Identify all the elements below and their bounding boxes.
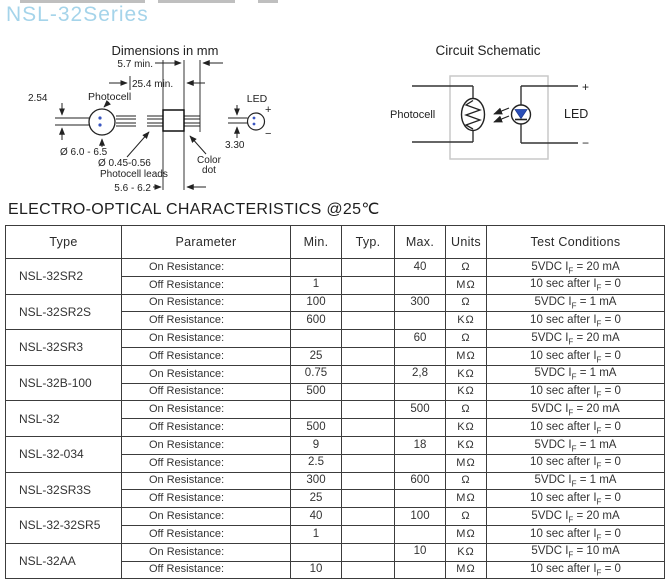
test-condition-text: 5VDC I: [531, 545, 569, 558]
lead-diameter-label: Ø 0.45-0.56: [98, 158, 151, 169]
units-cell: MΩ: [446, 276, 487, 294]
test-condition-text: = 0: [601, 563, 621, 576]
photocell-leads-label: Photocell leads: [100, 169, 168, 180]
photocell-label: Photocell: [88, 91, 132, 103]
max-cell: 600: [395, 472, 446, 490]
parameter-cell: Off Resistance:: [122, 276, 291, 294]
units-cell: KΩ: [446, 383, 487, 401]
parameter-cell: On Resistance:: [122, 294, 291, 312]
parameter-cell: On Resistance:: [122, 508, 291, 526]
test-condition-subscript: F: [568, 408, 574, 418]
parameter-cell: Off Resistance:: [122, 525, 291, 543]
test-condition-subscript: F: [568, 265, 574, 275]
units-cell: KΩ: [446, 419, 487, 437]
max-cell: 500: [395, 401, 446, 419]
test-condition-subscript: F: [596, 461, 602, 471]
typ-cell: [342, 401, 395, 419]
table-row: [6, 543, 665, 561]
test-condition-subscript: F: [596, 532, 602, 542]
parameter-cell: On Resistance:: [122, 259, 291, 277]
led-leads: [228, 118, 248, 123]
typ-cell: [342, 454, 395, 472]
test-conditions-cell: [487, 259, 665, 277]
typ-cell: [342, 365, 395, 383]
test-condition-text: = 20 mA: [573, 509, 620, 522]
typ-cell: [342, 259, 395, 277]
parameter-cell: Off Resistance:: [122, 419, 291, 437]
led-minus-sign: −: [265, 128, 272, 140]
parameter-cell: On Resistance:: [122, 472, 291, 490]
max-cell: [395, 525, 446, 543]
typ-cell: [342, 525, 395, 543]
min-cell: [291, 543, 342, 561]
parameter-cell: Off Resistance:: [122, 347, 291, 365]
test-condition-text: = 0: [601, 420, 621, 433]
dimensions-title: Dimensions in mm: [111, 43, 219, 58]
parameter-cell: On Resistance:: [122, 436, 291, 454]
min-cell: 1: [291, 525, 342, 543]
test-conditions-cell: [487, 312, 665, 330]
units-cell: MΩ: [446, 561, 487, 579]
test-condition-subscript: F: [596, 354, 602, 364]
table-row: [6, 259, 665, 277]
test-condition-text: 10 sec after I: [530, 563, 597, 576]
test-condition-text: 5VDC I: [534, 296, 572, 309]
package-outline: [163, 110, 184, 131]
test-conditions-cell: [487, 401, 665, 419]
typ-cell: [342, 490, 395, 508]
photocell-body: [89, 109, 115, 135]
max-cell: [395, 347, 446, 365]
min-cell: 9: [291, 436, 342, 454]
test-condition-text: 5VDC I: [534, 474, 572, 487]
max-cell: [395, 383, 446, 401]
parameter-cell: Off Resistance:: [122, 454, 291, 472]
test-conditions-cell: [487, 490, 665, 508]
units-cell: Ω: [446, 259, 487, 277]
test-condition-text: 10 sec after I: [530, 349, 597, 362]
col-header-min: Min.: [291, 226, 342, 259]
units-cell: KΩ: [446, 365, 487, 383]
max-cell: 40: [395, 259, 446, 277]
electro-optical-table: [5, 225, 665, 579]
col-header-test-conditions: Test Conditions: [487, 226, 665, 259]
test-condition-text: = 1 mA: [576, 438, 617, 451]
max-cell: 2,8: [395, 365, 446, 383]
test-condition-text: 5VDC I: [534, 367, 572, 380]
typ-cell: [342, 330, 395, 348]
test-condition-text: = 20 mA: [573, 403, 620, 416]
parameter-cell: On Resistance:: [122, 330, 291, 348]
dim-5-7-label: 5.7 min.: [117, 59, 153, 70]
test-condition-subscript: F: [596, 390, 602, 400]
min-cell: 100: [291, 294, 342, 312]
parameter-cell: On Resistance:: [122, 401, 291, 419]
typ-cell: [342, 472, 395, 490]
col-header-type: Type: [6, 226, 122, 259]
units-cell: KΩ: [446, 436, 487, 454]
test-conditions-cell: [487, 543, 665, 561]
test-condition-text: = 1 mA: [576, 367, 617, 380]
table-row: [6, 508, 665, 526]
typ-cell: [342, 419, 395, 437]
page-title: NSL-32Series: [6, 3, 149, 26]
test-condition-text: 5VDC I: [531, 260, 569, 273]
test-condition-subscript: F: [571, 301, 577, 311]
color-dot-pointer: [190, 136, 206, 154]
test-condition-subscript: F: [571, 443, 577, 453]
col-header-max: Max.: [395, 226, 446, 259]
min-cell: 1: [291, 276, 342, 294]
type-cell: NSL-32SR2S: [6, 294, 122, 330]
units-cell: MΩ: [446, 347, 487, 365]
test-condition-text: = 0: [601, 385, 621, 398]
test-condition-text: 5VDC I: [531, 509, 569, 522]
table-row: [6, 436, 665, 454]
scan-artifact: [258, 0, 278, 3]
min-cell: 600: [291, 312, 342, 330]
test-condition-subscript: F: [568, 515, 574, 525]
test-condition-text: = 0: [601, 314, 621, 327]
min-cell: 25: [291, 490, 342, 508]
test-conditions-cell: [487, 383, 665, 401]
test-condition-text: = 10 mA: [573, 545, 620, 558]
schematic-plus-sign: +: [582, 80, 590, 94]
min-cell: 500: [291, 419, 342, 437]
color-dot-label-1: Color: [197, 155, 221, 166]
test-condition-subscript: F: [571, 479, 577, 489]
test-condition-subscript: F: [568, 337, 574, 347]
test-condition-text: = 20 mA: [573, 260, 620, 273]
max-cell: 300: [395, 294, 446, 312]
dim-3-30-label: 3.30: [225, 140, 245, 151]
min-cell: 10: [291, 561, 342, 579]
dimensions-diagram: [10, 40, 330, 198]
test-condition-subscript: F: [596, 568, 602, 578]
test-condition-text: = 1 mA: [576, 474, 617, 487]
type-cell: NSL-32-32SR5: [6, 508, 122, 544]
table-body: [6, 259, 665, 579]
table-row: [6, 472, 665, 490]
schematic-photocell-label: Photocell: [390, 109, 436, 121]
parameter-cell: Off Resistance:: [122, 383, 291, 401]
type-cell: NSL-32-034: [6, 436, 122, 472]
section-title: ELECTRO-OPTICAL CHARACTERISTICS @25℃: [8, 201, 380, 218]
dim-2-54-label: 2.54: [28, 93, 48, 104]
table-row: [6, 401, 665, 419]
light-arrows: [494, 108, 509, 122]
units-cell: MΩ: [446, 525, 487, 543]
test-conditions-cell: [487, 419, 665, 437]
max-cell: 18: [395, 436, 446, 454]
test-condition-text: 10 sec after I: [530, 385, 597, 398]
test-condition-text: = 0: [601, 527, 621, 540]
type-cell: NSL-32B-100: [6, 365, 122, 401]
max-cell: [395, 454, 446, 472]
typ-cell: [342, 276, 395, 294]
min-cell: 300: [291, 472, 342, 490]
col-header-units: Units: [446, 226, 487, 259]
units-cell: KΩ: [446, 543, 487, 561]
test-condition-subscript: F: [596, 426, 602, 436]
min-cell: [291, 330, 342, 348]
max-cell: [395, 312, 446, 330]
led-body: [248, 113, 265, 130]
test-condition-text: = 0: [601, 456, 621, 469]
test-conditions-cell: [487, 472, 665, 490]
type-cell: NSL-32: [6, 401, 122, 437]
table-row: [6, 330, 665, 348]
schematic-led-label: LED: [564, 107, 589, 121]
parameter-cell: Off Resistance:: [122, 490, 291, 508]
color-dot-label-2: dot: [202, 165, 216, 176]
table-row: [6, 365, 665, 383]
units-cell: Ω: [446, 472, 487, 490]
max-cell: [395, 276, 446, 294]
test-conditions-cell: [487, 294, 665, 312]
max-cell: [395, 561, 446, 579]
lead-diameter-pointer: [127, 132, 149, 157]
units-cell: Ω: [446, 330, 487, 348]
type-cell: NSL-32SR3S: [6, 472, 122, 508]
test-condition-subscript: F: [596, 283, 602, 293]
test-conditions-cell: [487, 525, 665, 543]
min-cell: [291, 259, 342, 277]
test-condition-text: 10 sec after I: [530, 456, 597, 469]
test-conditions-cell: [487, 365, 665, 383]
units-cell: KΩ: [446, 312, 487, 330]
test-condition-text: = 0: [601, 349, 621, 362]
test-condition-text: 10 sec after I: [530, 278, 597, 291]
photocell-diameter-label: Ø 6.0 - 6.5: [60, 147, 108, 158]
test-condition-text: 10 sec after I: [530, 420, 597, 433]
test-condition-text: 5VDC I: [531, 403, 569, 416]
units-cell: Ω: [446, 508, 487, 526]
test-condition-text: = 0: [601, 492, 621, 504]
scan-artifact: [158, 0, 235, 3]
col-header-typ: Typ.: [342, 226, 395, 259]
test-conditions-cell: [487, 347, 665, 365]
parameter-cell: On Resistance:: [122, 365, 291, 383]
units-cell: MΩ: [446, 490, 487, 508]
test-conditions-cell: [487, 436, 665, 454]
typ-cell: [342, 383, 395, 401]
test-condition-text: 5VDC I: [531, 331, 569, 344]
test-conditions-cell: [487, 508, 665, 526]
units-cell: MΩ: [446, 454, 487, 472]
schematic-title: Circuit Schematic: [435, 43, 541, 58]
led-plus-sign: +: [265, 104, 272, 116]
units-cell: Ω: [446, 401, 487, 419]
type-cell: NSL-32AA: [6, 543, 122, 579]
schematic-minus-sign: −: [582, 136, 590, 150]
max-cell: [395, 490, 446, 508]
test-conditions-cell: [487, 276, 665, 294]
dim-5-6-label: 5.6 - 6.2: [114, 183, 151, 194]
typ-cell: [342, 436, 395, 454]
typ-cell: [342, 347, 395, 365]
table-row: [6, 294, 665, 312]
test-condition-text: = 0: [601, 278, 621, 291]
type-cell: NSL-32SR2: [6, 259, 122, 295]
max-cell: 60: [395, 330, 446, 348]
parameter-cell: Off Resistance:: [122, 561, 291, 579]
test-condition-text: 10 sec after I: [530, 527, 597, 540]
units-cell: Ω: [446, 294, 487, 312]
typ-cell: [342, 312, 395, 330]
min-cell: 0.75: [291, 365, 342, 383]
min-cell: 2.5: [291, 454, 342, 472]
min-cell: 500: [291, 383, 342, 401]
circuit-schematic: [370, 40, 668, 175]
col-header-parameter: Parameter: [122, 226, 291, 259]
table-header-row: [6, 226, 665, 259]
max-cell: 10: [395, 543, 446, 561]
typ-cell: [342, 294, 395, 312]
test-conditions-cell: [487, 454, 665, 472]
typ-cell: [342, 508, 395, 526]
min-cell: 25: [291, 347, 342, 365]
test-condition-text: 10 sec after I: [530, 314, 597, 327]
min-cell: 40: [291, 508, 342, 526]
typ-cell: [342, 561, 395, 579]
test-condition-text: = 20 mA: [573, 331, 620, 344]
test-condition-subscript: F: [568, 550, 574, 560]
test-condition-subscript: F: [571, 372, 577, 382]
type-cell: NSL-32SR3: [6, 330, 122, 366]
max-cell: [395, 419, 446, 437]
schematic-wires: [412, 86, 578, 143]
led-label: LED: [246, 93, 268, 105]
test-conditions-cell: [487, 330, 665, 348]
test-condition-subscript: F: [596, 319, 602, 329]
parameter-cell: On Resistance:: [122, 543, 291, 561]
photocell-leads: [55, 118, 89, 125]
parameter-cell: Off Resistance:: [122, 312, 291, 330]
test-condition-text: = 1 mA: [576, 296, 617, 309]
test-conditions-cell: [487, 561, 665, 579]
package-leads: [116, 116, 200, 126]
test-condition-text: 5VDC I: [534, 438, 572, 451]
test-condition-text: 10 sec after I: [530, 492, 597, 504]
test-condition-subscript: F: [596, 497, 602, 507]
dim-25-4-label: 25.4 min.: [132, 79, 174, 90]
max-cell: 100: [395, 508, 446, 526]
photocell-symbol: [462, 99, 485, 131]
min-cell: [291, 401, 342, 419]
typ-cell: [342, 543, 395, 561]
